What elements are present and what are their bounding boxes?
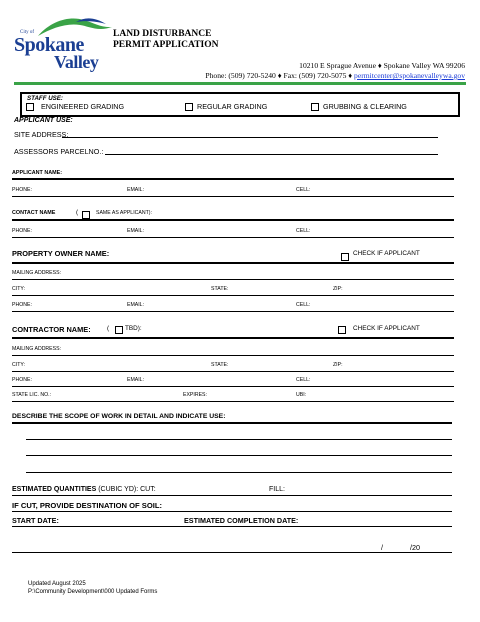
owner-city-label: CITY: bbox=[12, 286, 25, 292]
regular-grading-label: REGULAR GRADING bbox=[197, 102, 268, 111]
applicant-email-label: EMAIL: bbox=[127, 187, 145, 193]
contact-paren: ( bbox=[76, 209, 79, 216]
engineered-grading-label: ENGINEERED GRADING bbox=[41, 102, 125, 111]
quantities-unit: (CUBIC YD): CUT: bbox=[98, 486, 156, 493]
completion-date-label: ESTIMATED COMPLETION DATE: bbox=[184, 516, 299, 525]
owner-name-field[interactable] bbox=[12, 262, 454, 264]
contractor-lic-field[interactable] bbox=[12, 401, 454, 402]
contact-phone-label: PHONE: bbox=[12, 228, 32, 234]
quantities-field[interactable] bbox=[12, 495, 452, 496]
logo-city-of: City of bbox=[20, 30, 35, 35]
contractor-lic-label: STATE LIC. NO.: bbox=[12, 392, 52, 398]
soil-destination-label: IF CUT, PROVIDE DESTINATION OF SOIL: bbox=[12, 501, 163, 510]
form-title-line1: LAND DISTURBANCE bbox=[113, 29, 212, 39]
form-title bbox=[113, 29, 218, 51]
owner-email-label: EMAIL: bbox=[127, 302, 145, 308]
phone-fax-text: Phone: (509) 720-5240 ♦ Fax: (509) 720-5075 ♦ bbox=[205, 71, 353, 80]
contractor-cell-label: CELL: bbox=[296, 377, 311, 383]
contractor-city-label: CITY: bbox=[12, 362, 25, 368]
contractor-check-label: CHECK IF APPLICANT bbox=[353, 325, 420, 332]
owner-city-field[interactable] bbox=[12, 295, 454, 296]
parcel-label: ASSESSORS PARCELNO.: bbox=[14, 147, 104, 156]
owner-mailing-field[interactable] bbox=[12, 279, 454, 280]
contractor-tbd-checkbox[interactable] bbox=[115, 326, 123, 334]
contractor-city-field[interactable] bbox=[12, 371, 454, 372]
contractor-email-label: EMAIL: bbox=[127, 377, 145, 383]
owner-state-label: STATE: bbox=[211, 286, 229, 292]
start-date-label: START DATE: bbox=[12, 516, 59, 525]
header-divider bbox=[14, 82, 466, 85]
contractor-name-label: CONTRACTOR NAME: bbox=[12, 325, 91, 334]
office-address: 10210 E Sprague Avenue ♦ Spokane Valley WA 99206 bbox=[299, 61, 465, 70]
scope-line-1[interactable] bbox=[26, 439, 452, 440]
office-contact bbox=[205, 71, 465, 80]
applicant-cell-label: CELL: bbox=[296, 187, 311, 193]
quantities-label: ESTIMATED QUANTITIES bbox=[12, 486, 97, 493]
contractor-phone-label: PHONE: bbox=[12, 377, 32, 383]
scope-label: DESCRIBE THE SCOPE OF WORK IN DETAIL AND INDICATE USE: bbox=[12, 413, 226, 420]
applicant-name-label: APPLICANT NAME: bbox=[12, 170, 63, 176]
scope-line-3[interactable] bbox=[26, 472, 452, 473]
owner-check-checkbox[interactable] bbox=[341, 253, 349, 261]
owner-check-label: CHECK IF APPLICANT bbox=[353, 250, 420, 257]
site-address-field[interactable] bbox=[62, 137, 438, 138]
applicant-phone-label: PHONE: bbox=[12, 187, 32, 193]
owner-phone-field[interactable] bbox=[12, 311, 454, 312]
soil-destination-field[interactable] bbox=[12, 511, 452, 512]
contractor-phone-field[interactable] bbox=[12, 386, 454, 387]
staff-use-label: STAFF USE: bbox=[27, 95, 63, 102]
owner-name-label: PROPERTY OWNER NAME: bbox=[12, 249, 110, 258]
contact-name-field[interactable] bbox=[12, 219, 454, 221]
contractor-mailing-field[interactable] bbox=[12, 355, 454, 356]
quantities-row bbox=[12, 486, 156, 493]
contractor-zip-label: ZIP: bbox=[333, 362, 343, 368]
grubbing-clearing-label: GRUBBING & CLEARING bbox=[323, 102, 407, 111]
contact-phone-field[interactable] bbox=[12, 237, 454, 238]
grubbing-clearing-checkbox[interactable] bbox=[311, 103, 319, 111]
footer-updated: Updated August 2025 bbox=[28, 581, 86, 587]
contact-name-label: CONTACT NAME bbox=[12, 210, 56, 216]
contractor-state-label: STATE: bbox=[211, 362, 229, 368]
applicant-contact-field[interactable] bbox=[12, 196, 454, 197]
form-title-line2: PERMIT APPLICATION bbox=[113, 40, 219, 50]
contractor-mailing-label: MAILING ADDRESS: bbox=[12, 346, 62, 352]
date-year: /20 bbox=[410, 543, 420, 552]
contractor-name-field[interactable] bbox=[12, 337, 454, 339]
contractor-expires-label: EXPIRES: bbox=[183, 392, 207, 398]
regular-grading-checkbox[interactable] bbox=[185, 103, 193, 111]
logo bbox=[14, 14, 114, 70]
owner-zip-label: ZIP: bbox=[333, 286, 343, 292]
owner-mailing-label: MAILING ADDRESS: bbox=[12, 270, 62, 276]
contractor-paren: ( bbox=[107, 325, 110, 332]
fill-label: FILL: bbox=[269, 486, 285, 493]
applicant-use-label: APPLICANT USE: bbox=[14, 117, 73, 124]
same-as-applicant-label: SAME AS APPLICANT): bbox=[96, 210, 152, 216]
contact-email-label: EMAIL: bbox=[127, 228, 145, 234]
footer-path: P:\Community Development\000 Updated Forms bbox=[28, 589, 158, 595]
owner-phone-label: PHONE: bbox=[12, 302, 32, 308]
scope-line-2[interactable] bbox=[26, 455, 452, 456]
engineered-grading-checkbox[interactable] bbox=[26, 103, 34, 111]
signature-line[interactable] bbox=[12, 552, 452, 553]
parcel-field[interactable] bbox=[105, 154, 438, 155]
dates-field[interactable] bbox=[12, 526, 452, 527]
contractor-ubi-label: UBI: bbox=[296, 392, 307, 398]
applicant-name-field[interactable] bbox=[12, 178, 454, 180]
contractor-tbd-label: TBD): bbox=[125, 325, 142, 332]
contact-cell-label: CELL: bbox=[296, 228, 311, 234]
same-as-applicant-checkbox[interactable] bbox=[82, 211, 90, 219]
owner-cell-label: CELL: bbox=[296, 302, 311, 308]
site-address-label: SITE ADDRESS: bbox=[14, 130, 69, 139]
contractor-check-checkbox[interactable] bbox=[338, 326, 346, 334]
date-slash: / bbox=[381, 543, 383, 552]
logo-spokane: Spokane bbox=[14, 34, 84, 56]
email-link[interactable]: permitcenter@spokanevalleywa.gov bbox=[354, 71, 465, 80]
scope-underline bbox=[12, 422, 452, 424]
logo-valley: Valley bbox=[54, 52, 99, 72]
